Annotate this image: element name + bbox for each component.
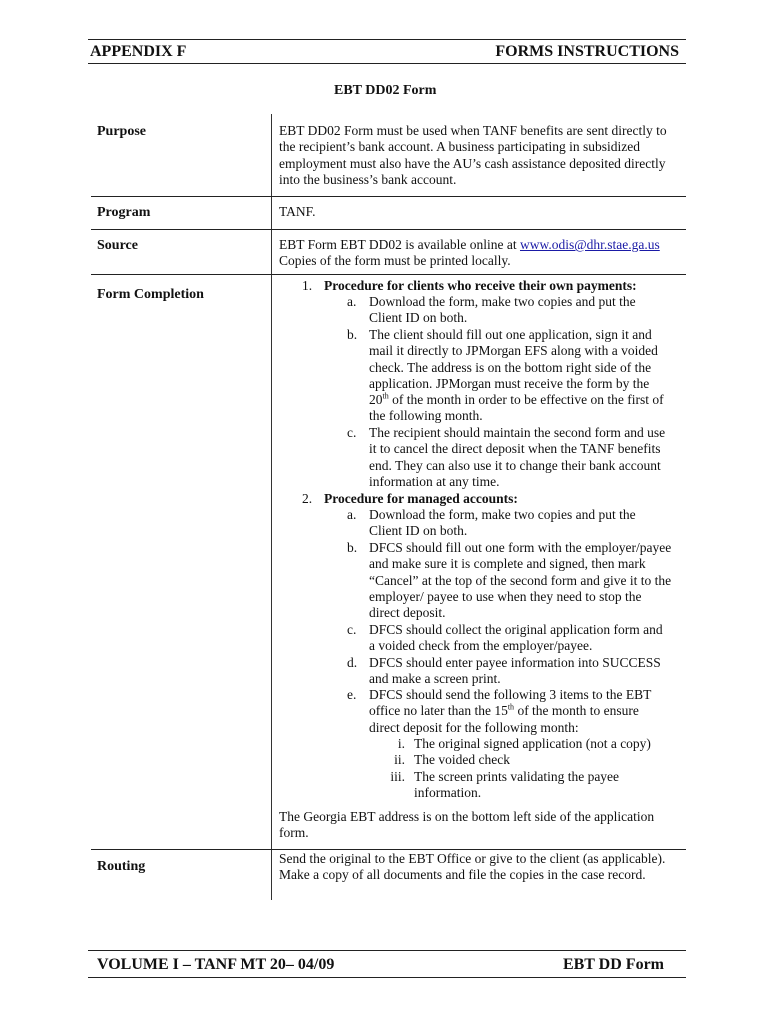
list-item: DFCS should send the following 3 items to the EBT office no later than the 15th of the month to ensure direct deposit for the following month: (369, 687, 652, 735)
program-label: Program (97, 205, 151, 220)
footer-left: VOLUME I – TANF MT 20– 04/09 (97, 956, 335, 973)
header-top-rule (88, 39, 686, 40)
header-bottom-rule (88, 63, 686, 64)
list-item: Download the form, make two copies and put the Client ID on both. (369, 294, 636, 326)
sub-list-marker: iii. (390, 769, 405, 784)
list-marker: b. (347, 327, 358, 342)
procedure-1-title: Procedure for clients who receive their own payments: (324, 278, 637, 293)
row-divider (91, 849, 686, 850)
page-title: EBT DD02 Form (334, 83, 437, 98)
source-text: EBT Form EBT DD02 is available online at www.odis@dhr.stae.ga.us Copies of the form must be printed locally. (279, 237, 660, 269)
sub-list-marker: ii. (394, 752, 405, 767)
routing-text: Send the original to the EBT Office or give to the client (as applicable). Make a copy of all documents and file the copies in the case record. (279, 851, 666, 883)
footer-right: EBT DD Form (562, 956, 664, 973)
purpose-text: EBT DD02 Form must be used when TANF benefits are sent directly to the recipient’s bank account. A business participating in subsidized employment must also have the AU’s cash assistance deposited directly into the business’s bank account. (279, 123, 667, 187)
list-marker: a. (347, 294, 357, 309)
list-item: Download the form, make two copies and put the Client ID on both. (369, 507, 636, 539)
procedure-2-number: 2. (302, 491, 313, 506)
list-marker: a. (347, 507, 357, 522)
footer-top-rule (88, 950, 686, 951)
list-item: DFCS should enter payee information into SUCCESS and make a screen print. (369, 655, 661, 687)
footer-bottom-rule (88, 977, 686, 978)
routing-label: Routing (97, 859, 146, 874)
list-marker: e. (347, 687, 357, 702)
procedure-1-number: 1. (302, 278, 313, 293)
source-link[interactable]: www.odis@dhr.stae.ga.us (519, 237, 660, 252)
purpose-label: Purpose (97, 124, 146, 139)
list-marker: d. (347, 655, 358, 670)
georgia-ebt-note: The Georgia EBT address is on the bottom left side of the application form. (279, 809, 655, 841)
column-divider (271, 114, 272, 900)
procedure-2-title: Procedure for managed accounts: (324, 491, 518, 506)
sub-list-item-continuation: information. (414, 785, 482, 800)
sub-list-marker: i. (397, 736, 405, 751)
header-left: APPENDIX F (90, 43, 187, 60)
row-divider (91, 196, 686, 197)
form-completion-label: Form Completion (97, 287, 204, 302)
list-marker: b. (347, 540, 358, 555)
list-marker: c. (347, 622, 357, 637)
sub-list-item: The screen prints validating the payee (414, 769, 620, 784)
program-text: TANF. (279, 204, 316, 219)
row-divider (91, 274, 686, 275)
source-label: Source (97, 238, 138, 253)
sub-list-item: The original signed application (not a copy) (414, 736, 651, 751)
list-item: DFCS should fill out one form with the employer/payee and make sure it is complete and signed, then mark “Cancel” at the top of the second form and give it to the employer/ payee to use when they need to stop the direct deposit. (369, 540, 672, 621)
list-marker: c. (347, 425, 357, 440)
header-right: FORMS INSTRUCTIONS (495, 43, 679, 60)
list-item: The client should fill out one application, sign it and mail it directly to JPMorgan EFS along with a voided check. The address is on the bottom right side of the application. JPMorgan must receive the form by the 20th of the month in order to be effective on the first of the following month. (369, 327, 664, 424)
sub-list-item: The voided check (414, 752, 510, 767)
list-item: The recipient should maintain the second form and use it to cancel the direct deposit when the TANF benefits end. They can also use it to change their bank account information at any time. (369, 425, 666, 489)
list-item: DFCS should collect the original application form and a voided check from the employer/payee. (369, 622, 663, 654)
row-divider (91, 229, 686, 230)
